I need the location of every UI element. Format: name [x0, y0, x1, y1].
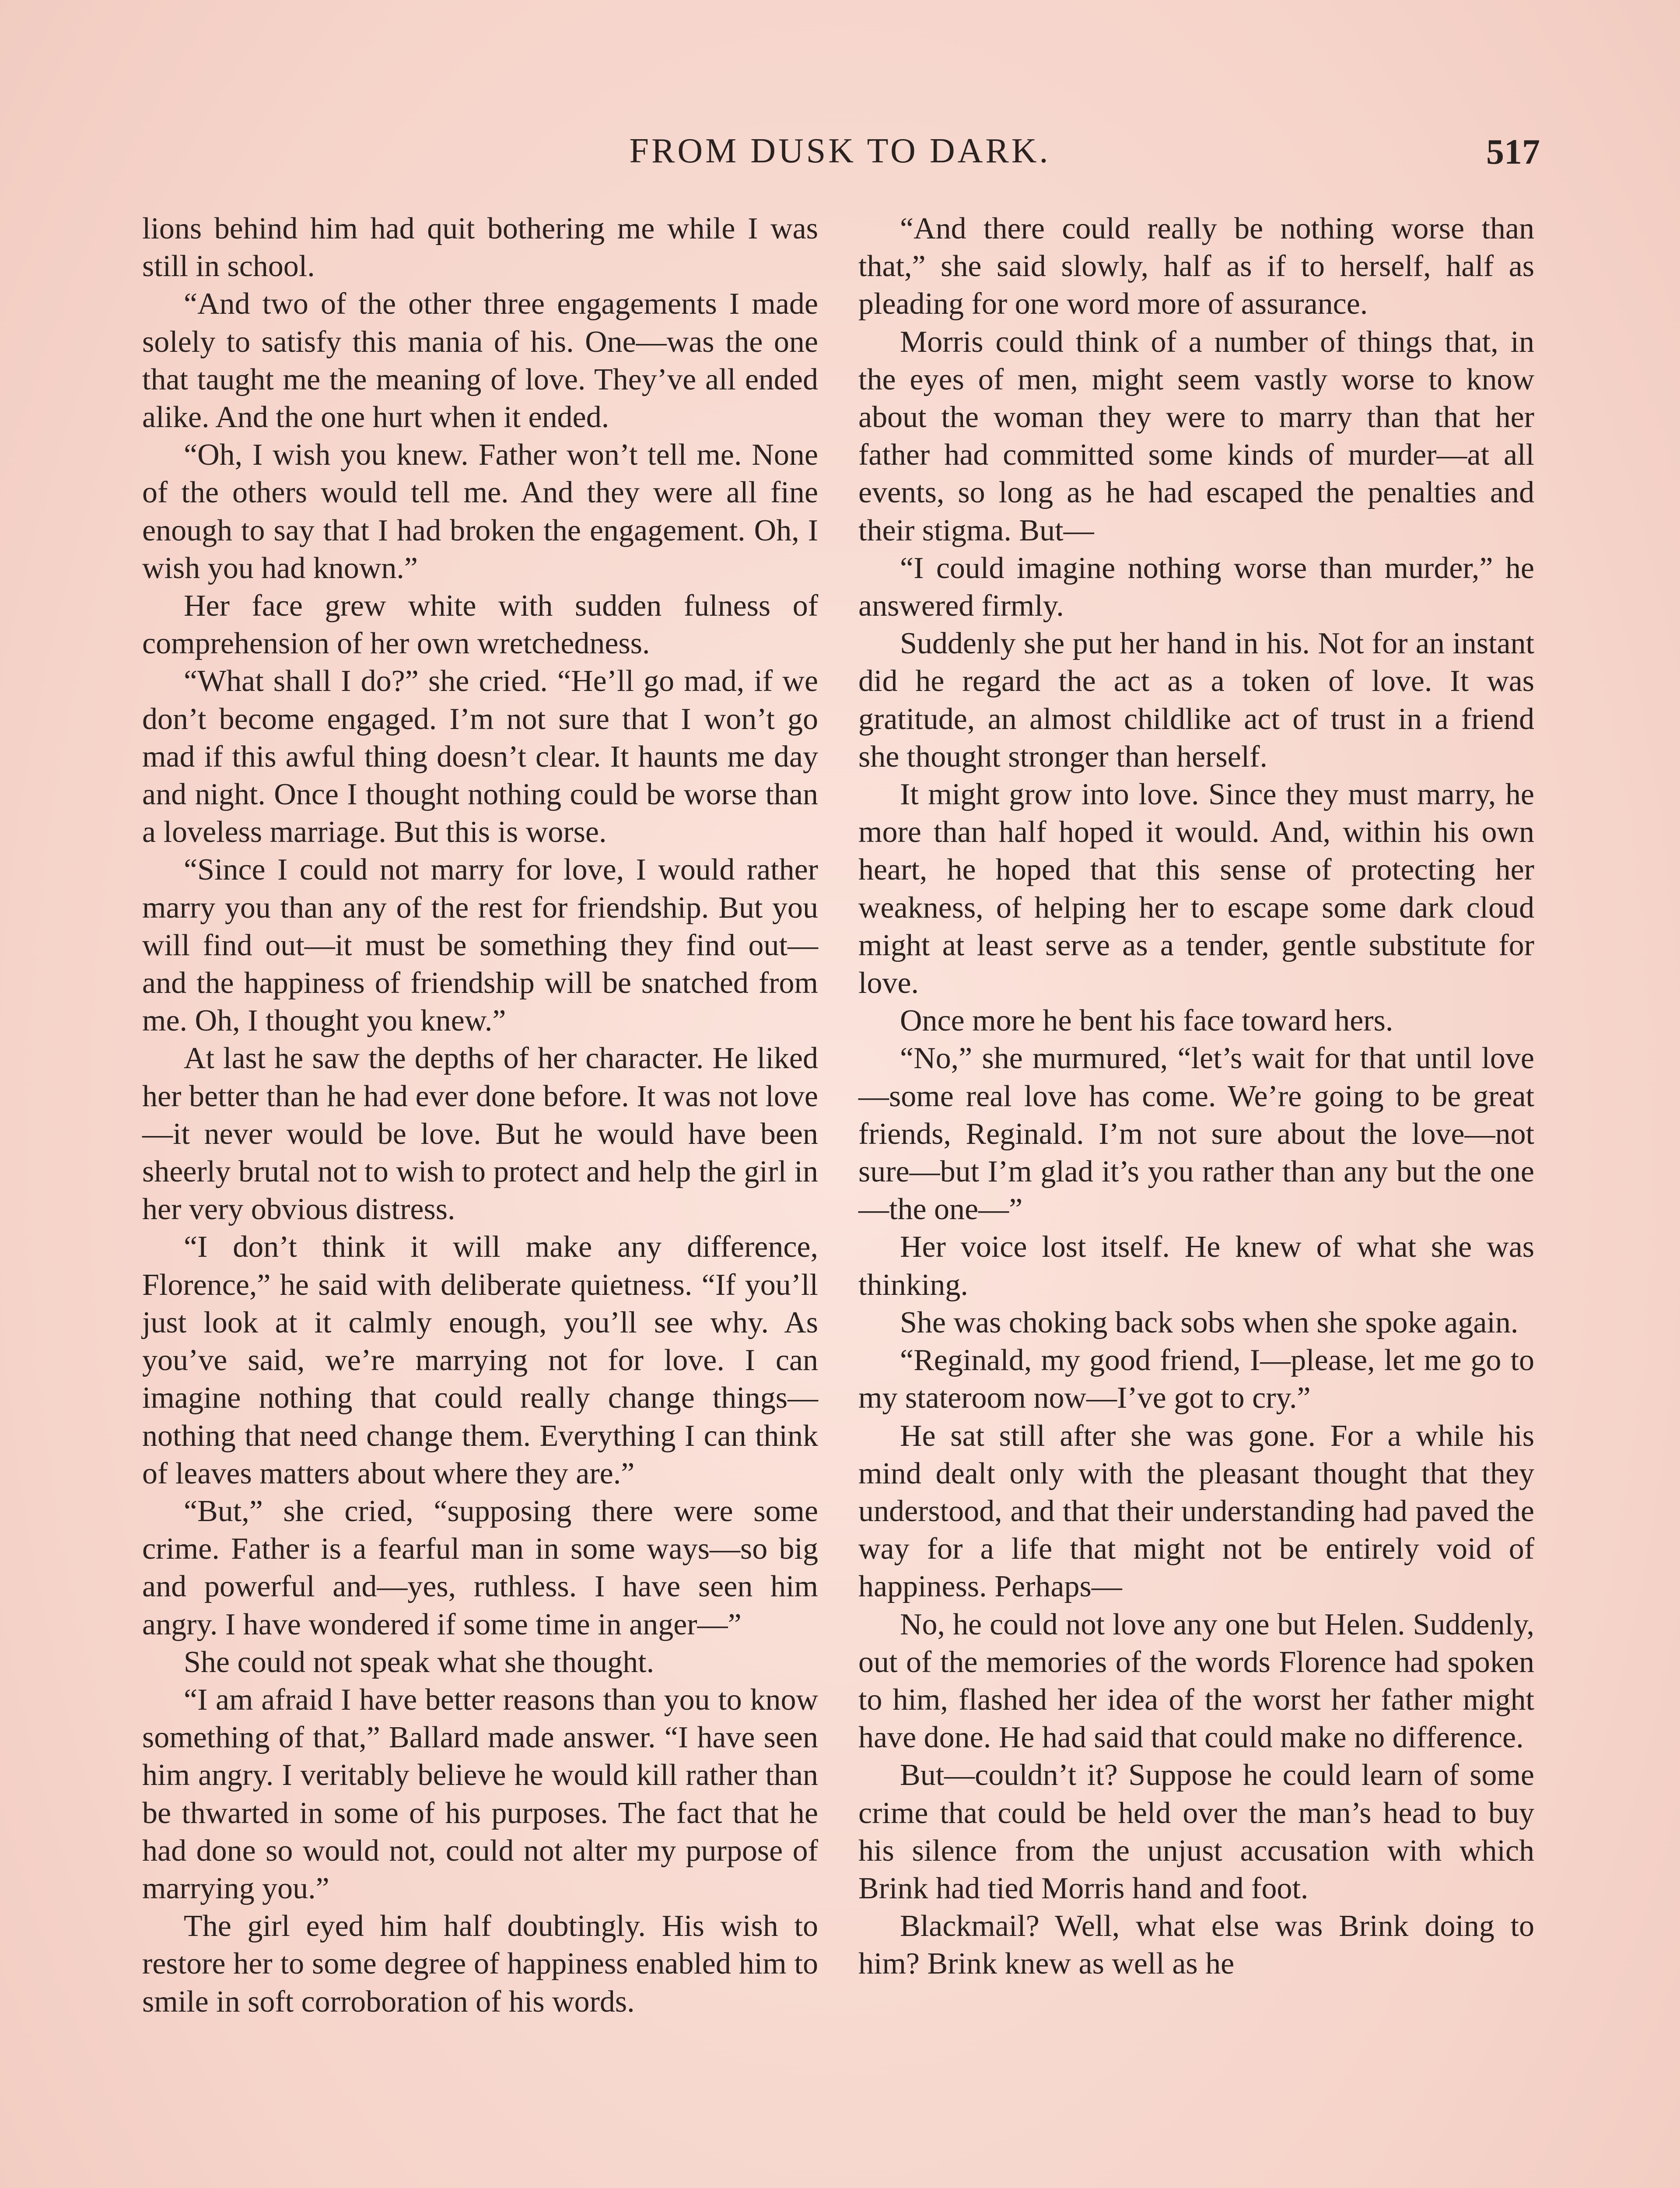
left-column	[142, 210, 818, 2021]
paragraph: Suddenly she put her hand in his. Not for an instant did he regard the act as a token of love. It was gratitude, an almost childlike act of trust in a friend she thought stronger than herself.	[858, 627, 1534, 774]
paragraph: “And there could really be nothing worse than that,” she said slowly, half as if to herself, half as pleading for one word more of assurance.	[858, 212, 1534, 321]
paragraph: But—couldn’t it? Suppose he could learn of some crime that could be held over the man’s head to buy his silence from the unjust accusation with which Brink had tied Morris hand and foot.	[858, 1758, 1534, 1905]
paragraph: lions behind him had quit bothering me while I was still in school.	[142, 212, 818, 284]
paragraph: “Since I could not marry for love, I would rather marry you than any of the rest for friendship. But you will find out—it must be something they find out—and the happiness of friendship will be snatched from me. Oh, I thought you knew.”	[142, 853, 818, 1038]
paragraph: “What shall I do?” she cried. “He’ll go mad, if we don’t become engaged. I’m not sure that I won’t go mad if this awful thing doesn’t clear. It haunts me day and night. Once I thought nothing could be worse than a loveless marriage. But this is worse.	[142, 664, 818, 849]
paragraph: She could not speak what she thought.	[184, 1645, 654, 1679]
paragraph: Blackmail? Well, what else was Brink doing to him? Brink knew as well as he	[858, 1909, 1534, 1981]
paragraph: “I don’t think it will make any difference, Florence,” he said with deliberate quietness. “If you’ll just look at it calmly enough, you’ll see why. As you’ve said, we’re marrying not for love. I can imagine nothing that could really change things—nothing that need change them. Everything I can think of leaves matters about where they are.”	[142, 1230, 818, 1490]
paragraph: At last he saw the depths of her character. He liked her better than he had ever done before. It was not love—it never would be love. But he would have been sheerly brutal not to wish to protect and help the girl in her very obvious distress.	[142, 1041, 818, 1227]
paragraph: He sat still after she was gone. For a while his mind dealt only with the pleasant thought that they understood, and that their understanding had paved the way for a life that might not be entirely void of happiness. Perhaps—	[858, 1419, 1534, 1604]
paragraph: “But,” she cried, “supposing there were some crime. Father is a fearful man in some ways—so big and powerful and—yes, ruthless. I have seen him angry. I have wondered if some time in anger—”	[142, 1494, 818, 1641]
paragraph: It might grow into love. Since they must marry, he more than half hoped it would. And, within his own heart, he hoped that this sense of protecting her weakness, of helping her to escape some dark cloud might at least serve as a tender, gentle substitute for love.	[858, 778, 1534, 1000]
paragraph: Her voice lost itself. He knew of what she was thinking.	[858, 1230, 1534, 1302]
running-title: FROM DUSK TO DARK.	[629, 132, 1051, 170]
paragraph: “I could imagine nothing worse than murder,” he answered firmly.	[858, 551, 1534, 623]
paragraph: “Oh, I wish you knew. Father won’t tell me. None of the others would tell me. And they were all fine enough to say that I had broken the engagement. Oh, I wish you had known.”	[142, 438, 818, 585]
page-header	[140, 131, 1540, 179]
paragraph: “And two of the other three engagements I made solely to satisfy this mania of his. One—was the one that taught me the meaning of love. They’ve all ended alike. And the one hurt when it ended.	[142, 287, 818, 435]
paragraph: “I am afraid I have better reasons than you to know something of that,” Ballard made answer. “I have seen him angry. I veritably believe he would kill rather than be thwarted in some of his purposes. The fact that he had done so would not, could not alter my purpose of marrying you.”	[142, 1683, 818, 1905]
paragraph: Morris could think of a number of things that, in the eyes of men, might seem vastly worse to know about the woman they were to marry than that her father had committed some kinds of murder—at all events, so long as he had escaped the penalties and their stigma. But—	[858, 325, 1534, 547]
paragraph: No, he could not love any one but Helen. Suddenly, out of the memories of the words Florence had spoken to him, flashed her idea of the worst her father might have done. He had said that could make no difference.	[858, 1607, 1534, 1755]
paragraph: The girl eyed him half doubtingly. His wish to restore her to some degree of happiness enabled him to smile in soft corroboration of his words.	[142, 1909, 818, 2019]
right-column	[858, 210, 1534, 1983]
paragraph: “Reginald, my good friend, I—please, let me go to my stateroom now—I’ve got to cry.”	[858, 1343, 1534, 1415]
paragraph: “No,” she murmured, “let’s wait for that until love—some real love has come. We’re going to be great friends, Reginald. I’m not sure about the love—not sure—but I’m glad it’s you rather than any but the one—the one—”	[858, 1041, 1534, 1227]
page-number: 517	[1486, 132, 1540, 172]
paragraph: Her face grew white with sudden fulness of comprehension of her own wretchedness.	[142, 589, 818, 661]
paragraph: She was choking back sobs when she spoke again.	[900, 1305, 1519, 1339]
paragraph: Once more he bent his face toward hers.	[900, 1004, 1393, 1038]
